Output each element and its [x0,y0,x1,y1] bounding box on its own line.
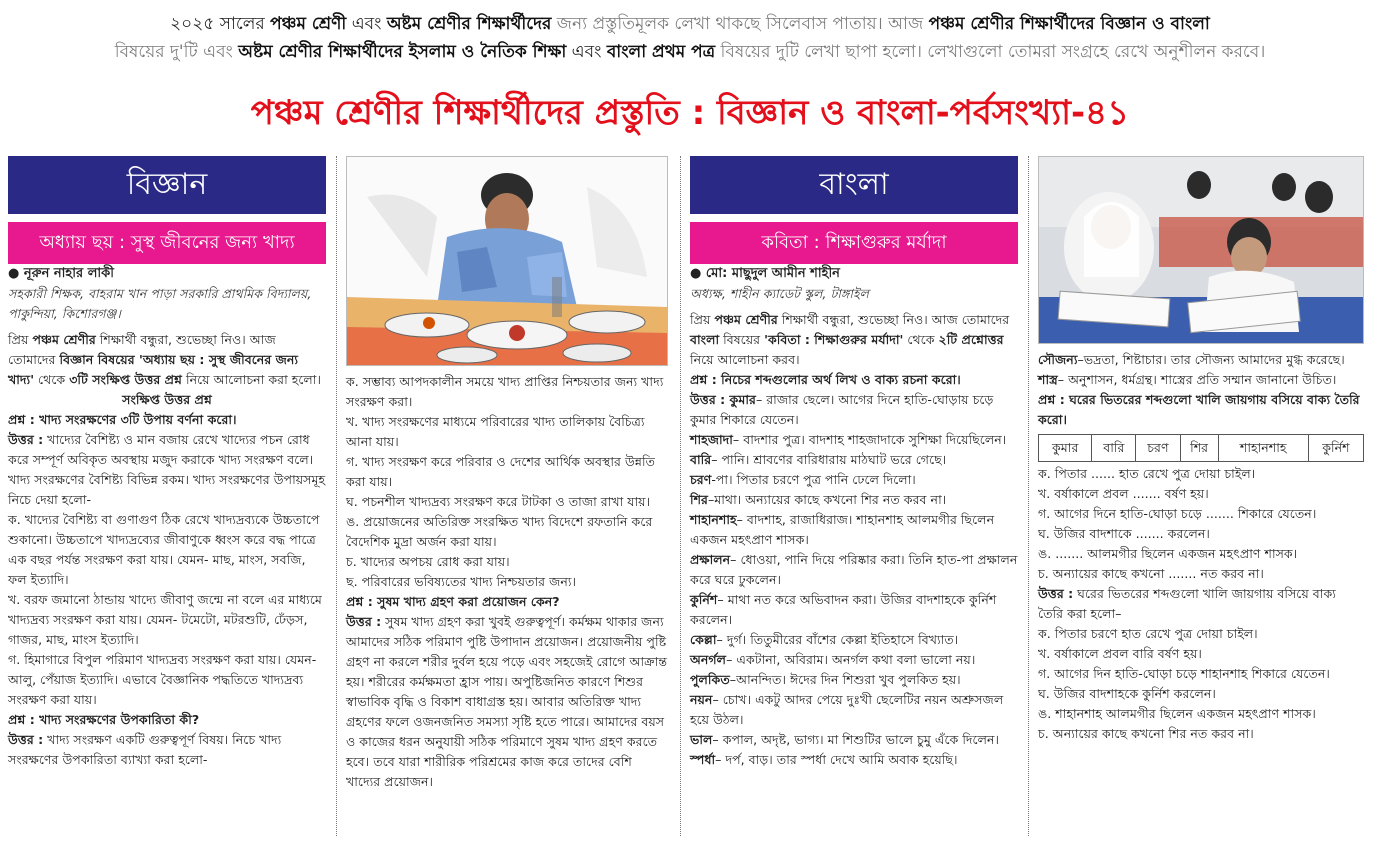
science-question-2: প্রশ্ন : খাদ্য সংরক্ষণের উপকারিতা কী? [8,712,200,727]
students-photo-icon [1039,157,1363,343]
list-item: ক. পিতার চরণে হাত রেখে পুত্র দোয়া চাইল। [1038,626,1258,641]
science-answer-1-kh: খ. বরফ জমানো ঠান্ডায় খাদ্যে জীবাণু জন্মে না বলে এর মাধ্যমে খাদ্যদ্রব্য সংরক্ষণ করা যায়। যেমন- টমেটো, মটরশুটি, ঢেঁড়স, গাজর, মাছ, মাংস ইত্যাদি। [8,592,322,647]
science-author: ● নূরুন নাহার লাকী [8,266,114,281]
list-item: শাহানশাহ– বাদশাহ, রাজাধিরাজ। শাহানশাহ আলমগীর ছিলেন একজন মহৎপ্রাণ শাসক। [690,512,995,547]
list-item: খ. বর্ষাকালে প্রবল ....... বর্ষণ হয়। [1038,486,1209,501]
science-sub-heading: সংক্ষিপ্ত উত্তর প্রশ্ন [122,392,212,407]
list-item: ভাল– কপাল, অদৃষ্ট, ভাগ্য। মা শিশুটির ভালে চুমু এঁকে দিলেন। [690,732,1000,747]
bangla-question-1: প্রশ্ন : নিচের শব্দগুলোর অর্থ লিখ ও বাক্য রচনা করো। [690,372,961,387]
table-cell: কুমার [1039,435,1092,462]
table-cell: চরণ [1136,435,1180,462]
column-divider [336,156,337,836]
bangla-answer-2: উত্তর : ঘরের ভিতরের শব্দগুলো খালি জায়গায় বসিয়ে বাক্য তৈরি করা হলো– [1038,586,1336,621]
list-item: উত্তর : কুমার– রাজার ছেলে। আগের দিনে হাতি-ঘোড়ায় চড়ে কুমার শিকারে যেতেন। [690,392,994,427]
bangla-section-title: বাংলা [690,156,1018,214]
bangla-column-2 [1038,156,1364,744]
bangla-column [690,156,1018,770]
science-column-2 [346,156,668,792]
science-greeting: প্রিয় পঞ্চম শ্রেণীর শিক্ষার্থী বন্ধুরা, শুভেচ্ছা নিও। আজ তোমাদের বিজ্ঞান বিষয়ের 'অধ্যায় ছয় : সুস্থ জীবনের জন্য খাদ্য' থেকে ৩টি সংক্ষিপ্ত উত্তর প্রশ্ন নিয়ে আলোচনা করা হলো। [8,332,321,387]
bangla-author-role: অধ্যক্ষ, শাহীন ক্যাডেট স্কুল, টাঙ্গাইল [690,286,869,301]
science-answer-2: উত্তর : খাদ্য সংরক্ষণ একটি গুরুত্বপূর্ণ বিষয়। নিচে খাদ্য সংরক্ষণের উপকারিতা ব্যাখ্যা করা হলো- [8,732,282,767]
bangla-word-shoujonno: সৌজন্য–ভদ্রতা, শিষ্টাচার। তার সৌজন্য আমাদের মুগ্ধ করেছে। [1038,352,1345,367]
list-item: খ. বর্ষাকালে প্রবল বারি বর্ষণ হয়। [1038,646,1202,661]
science-benefit-k: ক. সম্ভাব্য আপদকালীন সময়ে খাদ্য প্রাপ্তির নিশ্চয়তার জন্য খাদ্য সংরক্ষণ করা। [346,374,664,409]
list-item: স্পর্ধা– দর্প, বাড়। তার স্পর্ধা দেখে আমি অবাক হয়েছি। [690,752,958,767]
intro-text [8,10,1372,66]
bangla-word-shastro: শাস্ত্র– অনুশাসন, ধর্মগ্রন্থ। শাস্ত্রের প্রতি সম্মান জানানো উচিত। [1038,372,1337,387]
list-item: শাহজাদা– বাদশার পুত্র। বাদশাহ শাহজাদাকে সুশিক্ষা দিয়েছিলেন। [690,432,1007,447]
science-answer-1-k: ক. খাদ্যের বৈশিষ্ট্য বা গুণাগুণ ঠিক রেখে খাদ্যদ্রব্যকে উচ্চতাপে শুকানো। উচ্চতাপে খাদ্যদ্রব্যের জীবাণুকে ধ্বংস করে বদ্ধ পাত্রে এক বছর পর্যন্ত সংরক্ষণ করা যায়। যেমন- মাছ, মাংস, সবজি, ফল ইত্যাদি। [8,512,320,587]
bangla-question-2: প্রশ্ন : ঘরের ভিতরের শব্দগুলো খালি জায়গায় বসিয়ে বাক্য তৈরি করো। [1038,392,1360,427]
science-benefit-kh: খ. খাদ্য সংরক্ষণের মাধ্যমে পরিবারের খাদ্য তালিকায় বৈচিত্র্য আনা যায়। [346,414,645,449]
list-item: গ. আগের দিনে হাতি-ঘোড়া চড়ে ....... শিকারে যেতেন। [1038,506,1317,521]
bangla-chapter-title: কবিতা : শিক্ষাগুরুর মর্যাদা [690,222,1018,264]
science-answer-1: উত্তর : খাদ্যের বৈশিষ্ট্য ও মান বজায় রেখে খাদ্যের পচন রোধ করে সম্পূর্ণ অবিকৃত অবস্থায় মজুদ করাকে খাদ্য সংরক্ষণ বলে। খাদ্য সংরক্ষণের বৈশিষ্ট্য বিভিন্ন রকম। খাদ্য সংরক্ষণের উপায়সমূহ নিচে দেয়া হলো- [8,432,326,507]
table-cell: শাহানশাহ [1218,435,1308,462]
science-benefit-ch: চ. খাদ্যের অপচয় রোধ করা যায়। [346,554,510,569]
bangla-greeting: প্রিয় পঞ্চম শ্রেণীর শিক্ষার্থী বন্ধুরা, শুভেচ্ছা নিও। আজ তোমাদের বাংলা বিষয়ের 'কবিতা : শিক্ষাগুরুর মর্যাদা' থেকে ২টি প্রশ্নোত্তর নিয়ে আলোচনা করব। [690,312,1010,367]
list-item: অনর্গল– একটানা, অবিরাম। অনর্গল কথা বলা ভালো নয়। [690,652,976,667]
list-item: চ. অন্যায়ের কাছে কখনো শির নত করব না। [1038,726,1254,741]
science-benefit-g: গ. খাদ্য সংরক্ষণ করে পরিবার ও দেশের আর্থিক অবস্থার উন্নতি করা যায়। [346,454,656,489]
list-item: শির–মাথা। অন্যায়ের কাছে কখনো শির নত করব না। [690,492,947,507]
list-item: বারি– পানি। শ্রাবণের বারিধারায় মাঠঘাট ভরে গেছে। [690,452,947,467]
list-item: চরণ-পা। পিতার চরণে পুত্র পানি ঢেলে দিলো। [690,472,916,487]
bangla-word-list [690,390,1018,770]
list-item: ঘ. উজির বাদশাহকে কুর্নিশ করলেন। [1038,686,1216,701]
intro-line-2: বিষয়ের দু'টি এবং অষ্টম শ্রেণীর শিক্ষার্থীদের ইসলাম ও নৈতিক শিক্ষা এবং বাংলা প্রথম পত্র বিষয়ের দুটি লেখা ছাপা হলো। লেখাগুলো তোমরা সংগ্রহে রেখে অনুশীলন করবে। [114,42,1266,62]
boy-eating-icon [347,157,667,365]
table-cell: শির [1180,435,1218,462]
list-item: ঙ. ....... আলমগীর ছিলেন একজন মহৎপ্রাণ শাসক। [1038,546,1298,561]
word-box-table [1038,434,1364,462]
science-benefit-gh: ঘ. পচনশীল খাদ্যদ্রব্য সংরক্ষণ করে টাটকা ও তাজা রাখা যায়। [346,494,651,509]
science-chapter-title: অধ্যায় ছয় : সুস্থ জীবনের জন্য খাদ্য [8,222,326,264]
science-question-3: প্রশ্ন : সুষম খাদ্য গ্রহণ করা প্রয়োজন কেন? [346,594,560,609]
list-item: ঙ. শাহানশাহ আলমগীর ছিলেন একজন মহৎপ্রাণ শাসক। [1038,706,1316,721]
list-item: ঘ. উজির বাদশাকে ....... করলেন। [1038,526,1210,541]
list-item: কেল্লা– দুর্গ। তিতুমীরের বাঁশের কেল্লা ইতিহাসে বিখ্যাত। [690,632,959,647]
list-item: চ. অন্যায়ের কাছে কখনো ....... নত করব না। [1038,566,1264,581]
science-column [8,156,326,770]
list-item: কুর্নিশ– মাথা নত করে অভিবাদন করা। উজির বাদশাহকে কুর্নিশ করলেন। [690,592,997,627]
list-item: প্রক্ষালন– ধোওয়া, পানি দিয়ে পরিষ্কার করা। তিনি হাত-পা প্রক্ষালন করে ঘরে ঢুকলেন। [690,552,1018,587]
bangla-author: ● মো: মাছুদুল আমীন শাহীন [690,266,840,281]
page-headline: পঞ্চম শ্রেণীর শিক্ষার্থীদের প্রস্তুতি : বিজ্ঞান ও বাংলা-পর্বসংখ্যা-৪১ [250,93,1130,133]
column-divider [680,156,681,836]
column-divider [1028,156,1029,836]
science-author-role: সহকারী শিক্ষক, বাহরাম খান পাড়া সরকারি প্রাথমিক বিদ্যালয়, পাকুন্দিয়া, কিশোরগঞ্জ। [8,286,312,321]
list-item: নয়ন– চোখ। একটু আদর পেয়ে দুঃখী ছেলেটির নয়ন অশ্রুসজল হয়ে উঠল। [690,692,1004,727]
list-item: গ. আগের দিন হাতি-ঘোড়া চড়ে শাহানশাহ শিকারে যেতেন। [1038,666,1330,681]
science-benefit-chh: ছ. পরিবারের ভবিষ্যতের খাদ্য নিশ্চয়তার জন্য। [346,574,577,589]
intro-line-1: ২০২৫ সালের পঞ্চম শ্রেণী এবং অষ্টম শ্রেণীর শিক্ষার্থীদের জন্য প্রস্তুতিমূলক লেখা থাকছে সিলেবাস পাতায়। আজ পঞ্চম শ্রেণীর শিক্ষার্থীদের বিজ্ঞান ও বাংলা [170,14,1210,34]
science-section-title: বিজ্ঞান [8,156,326,214]
table-cell: বারি [1092,435,1136,462]
boy-eating-illustration [346,156,668,366]
table-row [1039,435,1364,462]
students-writing-photo [1038,156,1364,344]
science-question-1: প্রশ্ন : খাদ্য সংরক্ষণের ৩টি উপায় বর্ণনা করো। [8,412,237,427]
table-cell: কুর্নিশ [1308,435,1363,462]
science-answer-3: উত্তর : সুষম খাদ্য গ্রহণ করা খুবই গুরুত্বপূর্ণ। কর্মক্ষম থাকার জন্য আমাদের সঠিক পরিমাণ পুষ্টি উপাদান প্রয়োজন। প্রয়োজনীয় পুষ্টি গ্রহণ না করলে শরীর দুর্বল হয়ে পড়ে এবং সহজেই রোগে আক্রান্ত হয়। শরীরের কর্মক্ষমতা হ্রাস পায়। অপুষ্টিজনিত কারণে শিশুর স্বাভাবিক বৃদ্ধি ও বিকাশ বাধাগ্রস্ত হয়। আবার অতিরিক্ত খাদ্য গ্রহণের ফলে ওজনজনিত সমস্যা সৃষ্টি হতে পারে। আমাদের বয়স ও কাজের ধরন অনুযায়ী সঠিক পরিমাণে সুষম খাদ্য গ্রহণ করতে হবে। তবে যারা শারীরিক পরিশ্রমের কাজ করে তাদের বেশি খাদ্যের প্রয়োজন। [346,614,668,789]
science-answer-1-g: গ. হিমাগারে বিপুল পরিমাণ খাদ্যদ্রব্য সংরক্ষণ করা যায়। যেমন- আলু, পেঁয়াজ ইত্যাদি। এভাবে বৈজ্ঞানিক পদ্ধতিতে খাদ্যদ্রব্য সংরক্ষণ করা যায়। [8,652,317,707]
science-benefit-ng: ঙ. প্রয়োজনের অতিরিক্ত সংরক্ষিত খাদ্য বিদেশে রফতানি করে বৈদেশিক মুদ্রা অর্জন করা যায়। [346,514,653,549]
list-item: ক. পিতার ...... হাত রেখে পুত্র দোয়া চাইল। [1038,466,1256,481]
list-item: পুলকিত–আনন্দিত। ঈদের দিন শিশুরা খুব পুলকিত হয়। [690,672,961,687]
